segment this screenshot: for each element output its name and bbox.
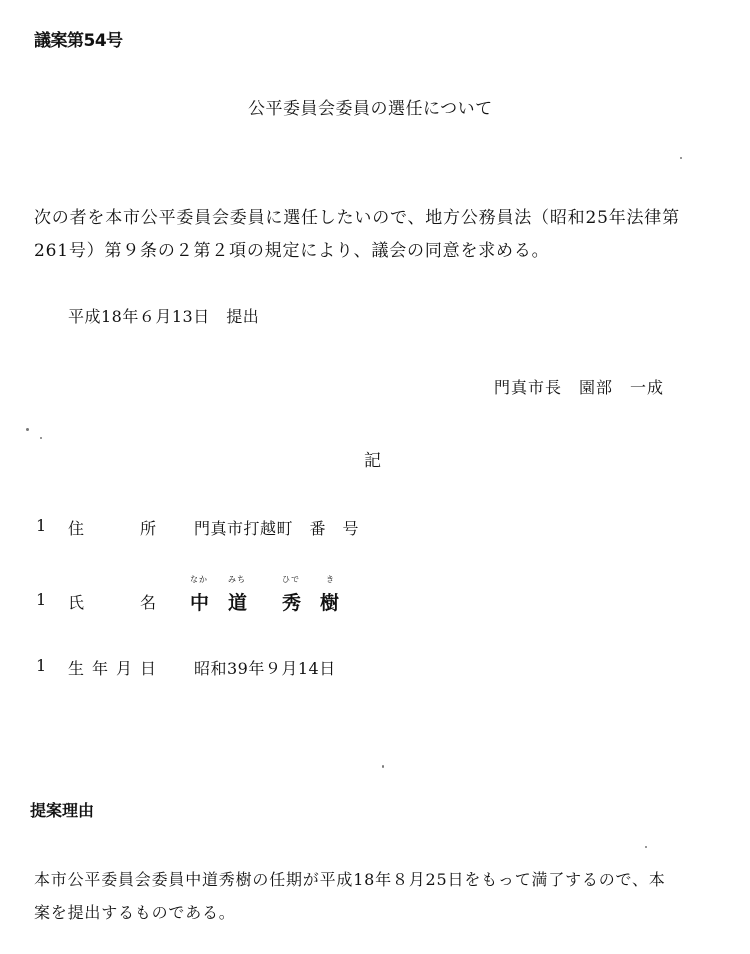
scan-speck bbox=[26, 428, 29, 431]
item-address-number: 1 bbox=[36, 516, 47, 535]
name-kanji: 秀 bbox=[282, 592, 302, 614]
name-kanji: 樹 bbox=[320, 592, 340, 614]
reason-heading: 提案理由 bbox=[30, 801, 95, 820]
name-char bbox=[190, 575, 210, 615]
item-address-label-a: 住 bbox=[68, 519, 85, 538]
item-birth-value: 昭和39年９月14日 bbox=[194, 659, 336, 678]
reason-line-1: 本市公平委員会委員中道秀樹の任期が平成18年８月25日をもって満了するので、本 bbox=[34, 870, 666, 889]
scan-speck bbox=[680, 157, 682, 159]
item-birth-label: 生年月日 bbox=[68, 659, 165, 678]
body-line-2: 261号）第９条の２第２項の規定により、議会の同意を求める。 bbox=[34, 241, 550, 261]
reason-line-2: 案を提出するものである。 bbox=[34, 903, 236, 922]
name-char bbox=[282, 575, 302, 615]
item-birth-number: 1 bbox=[36, 656, 47, 675]
item-address-label-b: 所 bbox=[140, 519, 157, 538]
name-char bbox=[228, 575, 248, 615]
item-name-number: 1 bbox=[36, 590, 47, 609]
item-address-value: 門真市打越町 番 号 bbox=[194, 519, 360, 538]
name-kanji: 道 bbox=[228, 592, 248, 614]
item-name-label-b: 名 bbox=[140, 593, 157, 612]
scan-speck bbox=[382, 765, 384, 768]
signer: 門真市長 園部 一成 bbox=[494, 378, 665, 397]
document-title: 公平委員会委員の選任について bbox=[248, 99, 493, 119]
body-line-1: 次の者を本市公平委員会委員に選任したいので、地方公務員法（昭和25年法律第 bbox=[34, 208, 680, 228]
item-name-label-a: 氏 bbox=[68, 593, 85, 612]
name-kanji: 中 bbox=[190, 592, 210, 614]
name-ruby: なか bbox=[190, 575, 208, 584]
scan-speck bbox=[645, 846, 647, 848]
ki-heading: 記 bbox=[364, 451, 381, 471]
name-char bbox=[320, 575, 340, 615]
name-ruby: き bbox=[326, 575, 335, 584]
name-ruby: ひで bbox=[282, 575, 300, 584]
submission-date: 平成18年６月13日 提出 bbox=[68, 307, 260, 326]
scan-speck bbox=[40, 437, 42, 439]
name-ruby: みち bbox=[228, 575, 246, 584]
bill-number: 議案第54号 bbox=[34, 31, 123, 51]
